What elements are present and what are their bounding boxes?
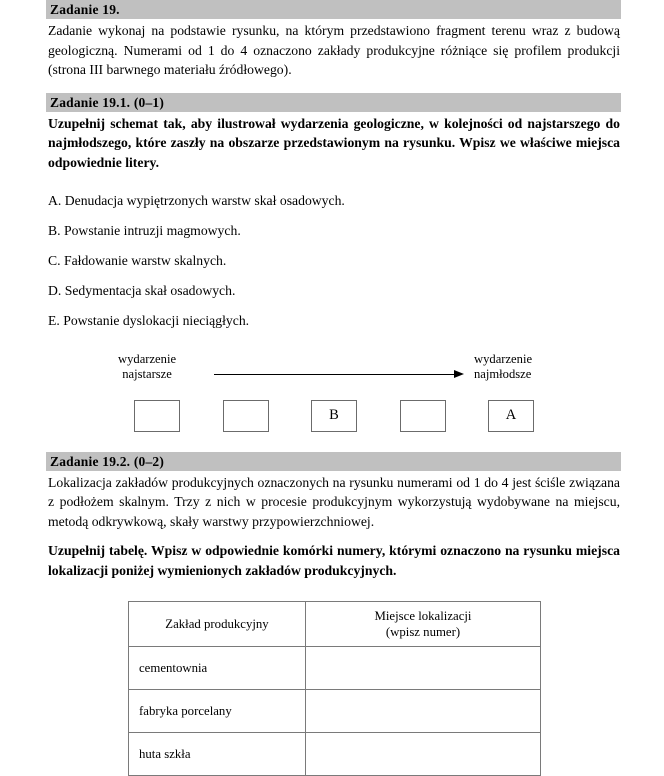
plant-name-cementownia: cementownia bbox=[129, 646, 306, 689]
table-row bbox=[129, 732, 541, 775]
table-header-row bbox=[129, 601, 541, 646]
table-row bbox=[129, 646, 541, 689]
column-header-plant: Zakład produkcyjny bbox=[129, 601, 306, 646]
answer-box-2[interactable] bbox=[223, 400, 269, 432]
timeline-answer-boxes bbox=[134, 400, 534, 432]
answer-option-a: A. Denudacja wypiętrzonych warstw skał osadowych. bbox=[48, 192, 345, 208]
exam-page bbox=[46, 0, 621, 763]
answer-cell-cementownia[interactable] bbox=[306, 646, 541, 689]
timeline-oldest-label-line1: wydarzenie bbox=[118, 351, 177, 366]
task-19-2-intro-text: Lokalizacja zakładów produkcyjnych oznaczonych na rysunku numerami od 1 do 4 jest ściśle związana z podłożem skalnym. Trzy z nich w procesie produkcyjnym wykorzystują wydobywane na miejscu, metodą odkrywkową, skały warstwy przypowierzchniowej. bbox=[48, 474, 620, 529]
answer-option-c: C. Fałdowanie warstw skalnych. bbox=[48, 252, 227, 268]
answer-option-e: E. Powstanie dyslokacji nieciągłych. bbox=[48, 312, 250, 328]
arrow-head-icon bbox=[454, 370, 464, 378]
answer-cell-fabryka-porcelany[interactable] bbox=[306, 689, 541, 732]
plant-name-huta-szkla: huta szkła bbox=[129, 732, 306, 775]
answer-box-5[interactable]: A bbox=[488, 400, 534, 432]
timeline-schematic bbox=[46, 346, 621, 442]
timeline-oldest-label-line2: najstarsze bbox=[122, 366, 172, 381]
location-table-body bbox=[129, 646, 541, 775]
location-table-head bbox=[129, 601, 541, 646]
answer-box-1[interactable] bbox=[134, 400, 180, 432]
timeline-youngest-label-line1: wydarzenie bbox=[474, 351, 533, 366]
task-19-intro-text: Zadanie wykonaj na podstawie rysunku, na którym przedstawiono fragment terenu wraz z budową geologiczną. Numerami od 1 do 4 oznaczono zakłady produkcyjne różniące się profilem produkcji (strona III barwnego materiału źródłowego). bbox=[48, 23, 620, 78]
task-19-1-header: Zadanie 19.1. (0–1) bbox=[46, 93, 621, 112]
answer-box-4[interactable] bbox=[400, 400, 446, 432]
answer-options-list bbox=[46, 191, 621, 330]
answer-option-b: B. Powstanie intruzji magmowych. bbox=[48, 222, 241, 238]
location-table-wrapper bbox=[46, 601, 621, 776]
timeline-oldest-label bbox=[118, 352, 176, 382]
timeline-youngest-label bbox=[474, 352, 532, 382]
task-19-2-instruction: Uzupełnij tabelę. Wpisz w odpowiednie komórki numery, którymi oznaczono na rysunku miejsca lokalizacji poniżej wymienionych zakładów produkcyjnych. bbox=[48, 543, 620, 578]
task-19-header: Zadanie 19. bbox=[46, 0, 621, 19]
answer-cell-huta-szkla[interactable] bbox=[306, 732, 541, 775]
column-header-location bbox=[306, 601, 541, 646]
column-header-location-line2: (wpisz numer) bbox=[385, 624, 461, 639]
timeline-youngest-label-line2: najmłodsze bbox=[474, 366, 532, 381]
task-19-2-header: Zadanie 19.2. (0–2) bbox=[46, 452, 621, 471]
column-header-location-line1: Miejsce lokalizacji bbox=[374, 608, 472, 623]
answer-option-d: D. Sedymentacja skał osadowych. bbox=[48, 282, 236, 298]
location-table bbox=[128, 601, 541, 776]
plant-name-fabryka-porcelany: fabryka porcelany bbox=[129, 689, 306, 732]
table-row bbox=[129, 689, 541, 732]
task-19-1-instruction: Uzupełnij schemat tak, aby ilustrował wydarzenia geologiczne, w kolejności od najstarszego do najmłodszego, które zaszły na obszarze przedstawionym na rysunku. Wpisz we właściwe miejsca odpowiednie litery. bbox=[48, 115, 620, 170]
timeline-arrow bbox=[214, 370, 464, 379]
arrow-line bbox=[214, 374, 454, 375]
answer-box-3[interactable]: B bbox=[311, 400, 357, 432]
